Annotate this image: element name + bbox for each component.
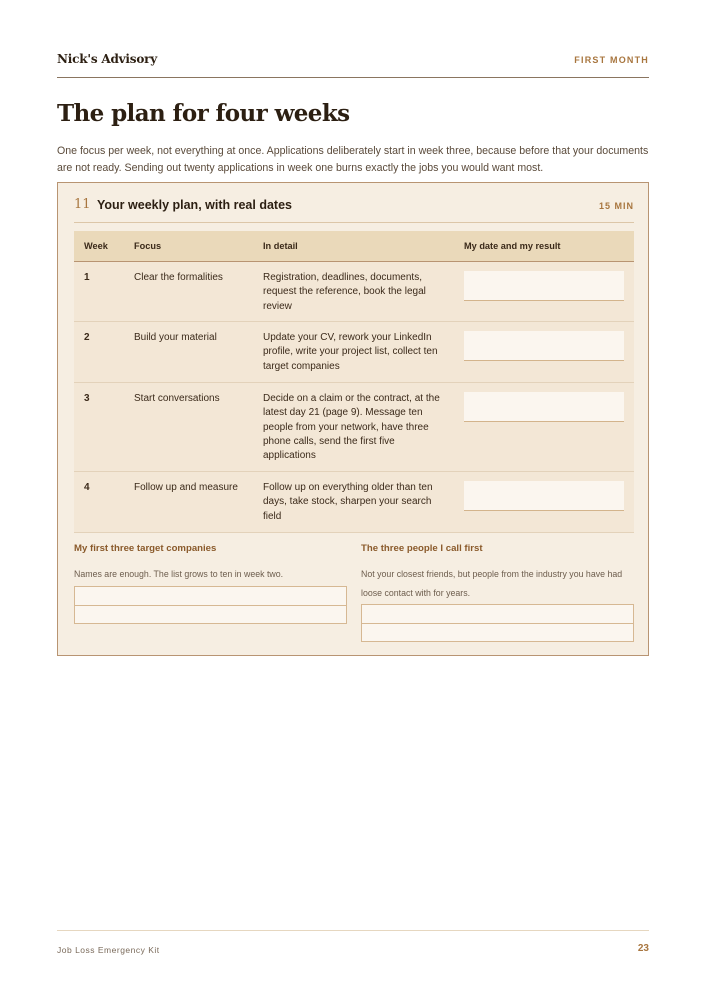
call-first-section [361, 543, 634, 642]
weekly-plan-card [57, 182, 649, 656]
card-time: 15 MIN [598, 201, 634, 211]
intro-paragraph: One focus per week, not everything at once. Applications deliberately start in week three, because before that your documents are not ready. Sending out twenty applications in week one burns exactly the jobs you would want most. [57, 145, 649, 174]
row-detail: Update your CV, rework your LinkedIn profile, write your project list, collect ten target companies [263, 332, 438, 372]
row-detail: Registration, deadlines, documents, request the reference, book the legal review [263, 272, 426, 312]
page-title: The plan for four weeks [57, 100, 350, 127]
table-row [74, 262, 634, 322]
row-focus: Build your material [134, 332, 217, 343]
row-detail: Follow up on everything older than ten days, take stock, sharpen your search field [263, 482, 433, 522]
table-row [74, 322, 634, 383]
target-company-line-2[interactable] [75, 606, 346, 623]
table-row [74, 472, 634, 533]
row-focus: Follow up and measure [134, 482, 238, 493]
table-header [74, 231, 634, 262]
weekly-plan-table [74, 231, 634, 533]
call-first-hint: Not your closest friends, but people from the industry you have had loose contact with for years. [361, 569, 623, 598]
page-footer [57, 930, 649, 960]
page-header [57, 52, 649, 78]
target-companies-hint: Names are enough. The list grows to ten in week two. [74, 569, 284, 579]
call-first-line-1[interactable] [362, 605, 633, 624]
week-1-result-input[interactable] [464, 271, 624, 301]
footer-title: Job Loss Emergency Kit [57, 945, 160, 955]
target-companies-title: My first three target companies [74, 543, 217, 554]
call-first-fields [361, 604, 634, 642]
card-header [74, 197, 634, 223]
call-first-line-2[interactable] [362, 624, 633, 641]
row-focus: Clear the formalities [134, 272, 223, 283]
card-title: Your weekly plan, with real dates [97, 198, 292, 212]
week-2-result-input[interactable] [464, 331, 624, 361]
header-result: My date and my result [464, 241, 561, 251]
page-number: 23 [637, 943, 649, 954]
row-week: 3 [84, 393, 90, 404]
section-tag: FIRST MONTH [574, 55, 649, 65]
header-detail: In detail [263, 241, 298, 251]
week-3-result-input[interactable] [464, 392, 624, 422]
call-first-title: The three people I call first [361, 543, 483, 554]
page [57, 0, 649, 1000]
target-company-line-1[interactable] [75, 587, 346, 606]
target-companies-section [74, 543, 347, 624]
row-focus: Start conversations [134, 393, 220, 404]
header-week: Week [84, 241, 108, 251]
week-4-result-input[interactable] [464, 481, 624, 511]
target-companies-fields [74, 586, 347, 624]
header-focus: Focus [134, 241, 162, 251]
row-week: 4 [84, 482, 90, 493]
row-week: 2 [84, 332, 90, 343]
card-number: 11 [74, 197, 91, 212]
table-row [74, 383, 634, 472]
row-week: 1 [84, 272, 90, 283]
brand-name: Nick's Advisory [57, 52, 158, 66]
row-detail: Decide on a claim or the contract, at the latest day 21 (page 9). Message ten people from your network, have three phone calls, send the first five applications [263, 393, 440, 462]
